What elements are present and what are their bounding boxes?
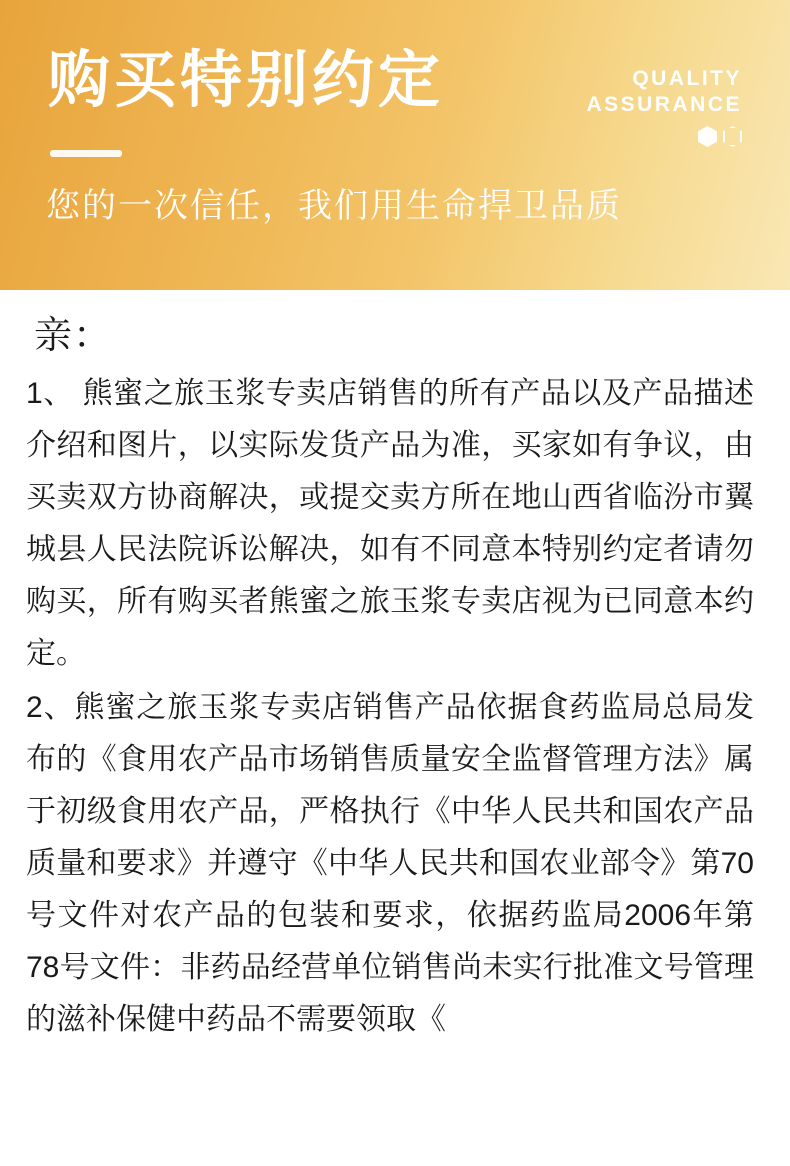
terms-paragraph-2: 2、熊蜜之旅玉浆专卖店销售产品依据食药监局总局发布的《食用农产品市场销售质量安全监督管理方法》属于初级食用农产品，严格执行《中华人民共和国农产品质量和要求》并遵守《中华人民共和国农业部令》第70号文件对农产品的包装和要求，依据药监局2006年第78号文件：非药品经营单位销售尚未实行批准文号管理的滋补保健中药品不需要领取《 <box>26 691 754 1036</box>
page-subtitle: 您的一次信任，我们用生命捍卫品质 <box>46 187 622 225</box>
hexagon-filled-icon <box>698 126 717 147</box>
quality-assurance-line2: ASSURANCE <box>586 93 742 116</box>
title-underline-divider <box>50 150 122 157</box>
hexagon-icons <box>586 126 742 147</box>
hexagon-outline-icon <box>723 126 742 147</box>
quality-assurance-badge <box>586 66 742 147</box>
quality-assurance-line1: QUALITY <box>632 67 742 90</box>
salutation-text: 亲： <box>34 315 113 357</box>
page-title: 购买特别约定 <box>48 46 445 115</box>
terms-paragraph-1: 1、 熊蜜之旅玉浆专卖店销售的所有产品以及产品描述介绍和图片，以实际发货产品为准，买家如有争议，由买卖双方协商解决，或提交卖方所在地山西省临汾市翼城县人民法院诉讼解决，如有不同意本特别约定者请勿购买，所有购买者熊蜜之旅玉浆专卖店视为已同意本约定。 <box>26 377 754 670</box>
terms-content <box>0 290 790 1166</box>
header-banner <box>0 0 790 290</box>
